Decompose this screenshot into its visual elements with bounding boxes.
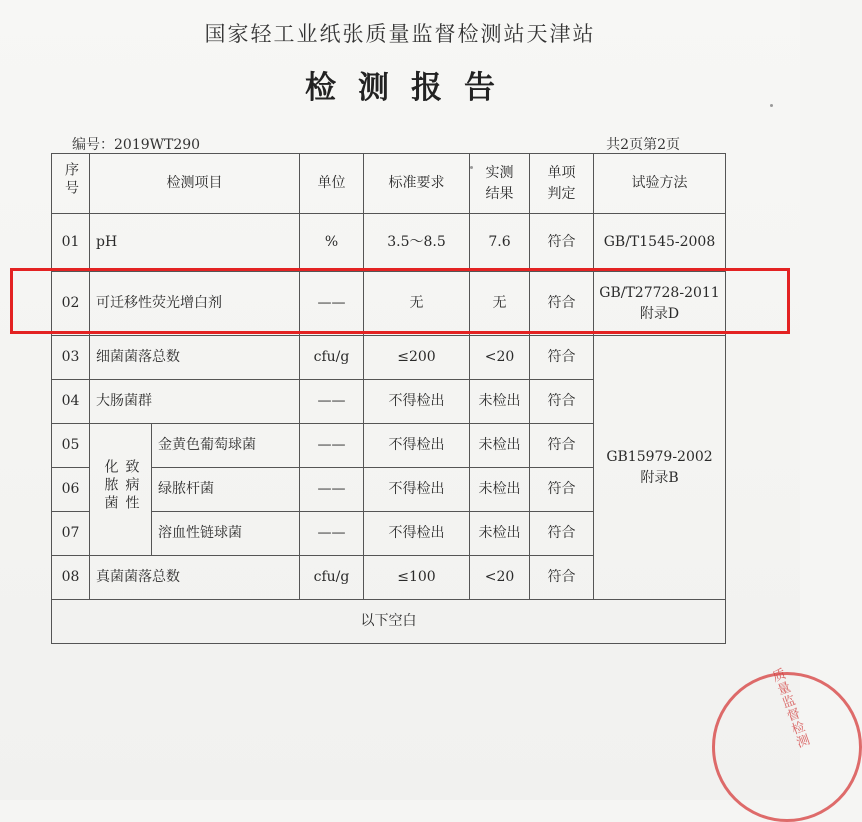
row-unit: —— [300,424,364,468]
header-unit: 单位 [300,154,364,214]
row-unit: % [300,214,364,272]
row-item: 真菌菌落总数 [90,556,300,600]
page-info: 共2页第2页 [606,137,680,153]
method-line: 附录D [639,305,680,322]
header-method: 试验方法 [594,154,726,214]
row-seq: 01 [52,214,90,272]
row-unit: —— [300,468,364,512]
row-method [594,272,726,336]
seal-stamp-text: 质量监督检测 [767,666,811,751]
row-item: 溶血性链球菌 [152,512,300,556]
row-seq: 08 [52,556,90,600]
method-line: GB/T27728-2011 [599,284,720,301]
row-standard: 不得检出 [364,380,470,424]
row-standard: 不得检出 [364,512,470,556]
pathogen-group-col: 化脓菌 [102,459,119,513]
row-judgment: 符合 [530,272,594,336]
report-title: 检测报告 [305,70,517,106]
pathogen-group [90,424,152,556]
table-row [52,272,726,336]
header-result: 实测结果 [470,154,530,214]
row-result: 未检出 [470,512,530,556]
header-judgment: 单项判定 [530,154,594,214]
row-unit: cfu/g [300,336,364,380]
speck-mark [470,166,473,169]
row-judgment: 符合 [530,214,594,272]
pathogen-group-col: 致病性 [123,459,140,513]
row-item: pH [90,214,300,272]
row-result: <20 [470,556,530,600]
row-seq: 06 [52,468,90,512]
row-judgment: 符合 [530,556,594,600]
row-result: 未检出 [470,380,530,424]
row-seq: 03 [52,336,90,380]
row-standard: 不得检出 [364,424,470,468]
row-judgment: 符合 [530,380,594,424]
table-footer-row [52,600,726,644]
row-seq: 05 [52,424,90,468]
row-unit: —— [300,380,364,424]
method-line: GB15979-2002 [606,448,713,465]
row-unit: —— [300,272,364,336]
row-seq: 07 [52,512,90,556]
row-result: 7.6 [470,214,530,272]
row-unit: cfu/g [300,556,364,600]
table-row [52,336,726,380]
row-result: 未检出 [470,468,530,512]
row-judgment: 符合 [530,468,594,512]
row-judgment: 符合 [530,512,594,556]
footer-note: 以下空白 [52,600,726,644]
row-standard: ≤200 [364,336,470,380]
organization-title: 国家轻工业纸张质量监督检测站天津站 [204,22,596,46]
method-line: 附录B [640,469,679,486]
row-result: <20 [470,336,530,380]
row-item: 细菌菌落总数 [90,336,300,380]
row-item: 绿脓杆菌 [152,468,300,512]
test-results-table [51,153,726,644]
table-row [52,214,726,272]
row-item: 可迁移性荧光增白剂 [90,272,300,336]
row-unit: —— [300,512,364,556]
row-standard: ≤100 [364,556,470,600]
row-seq: 04 [52,380,90,424]
row-standard: 无 [364,272,470,336]
row-judgment: 符合 [530,336,594,380]
table-header-row [52,154,726,214]
row-seq: 02 [52,272,90,336]
header-seq: 序号 [52,154,90,214]
row-standard: 不得检出 [364,468,470,512]
report-number: 编号：2019WT290 [72,137,201,153]
shared-method [594,336,726,600]
row-method: GB/T1545-2008 [594,214,726,272]
row-item: 金黄色葡萄球菌 [152,424,300,468]
row-item: 大肠菌群 [90,380,300,424]
header-item: 检测项目 [90,154,300,214]
row-result: 无 [470,272,530,336]
row-result: 未检出 [470,424,530,468]
row-judgment: 符合 [530,424,594,468]
speck-mark [770,104,773,107]
row-standard: 3.5～8.5 [364,214,470,272]
header-standard: 标准要求 [364,154,470,214]
